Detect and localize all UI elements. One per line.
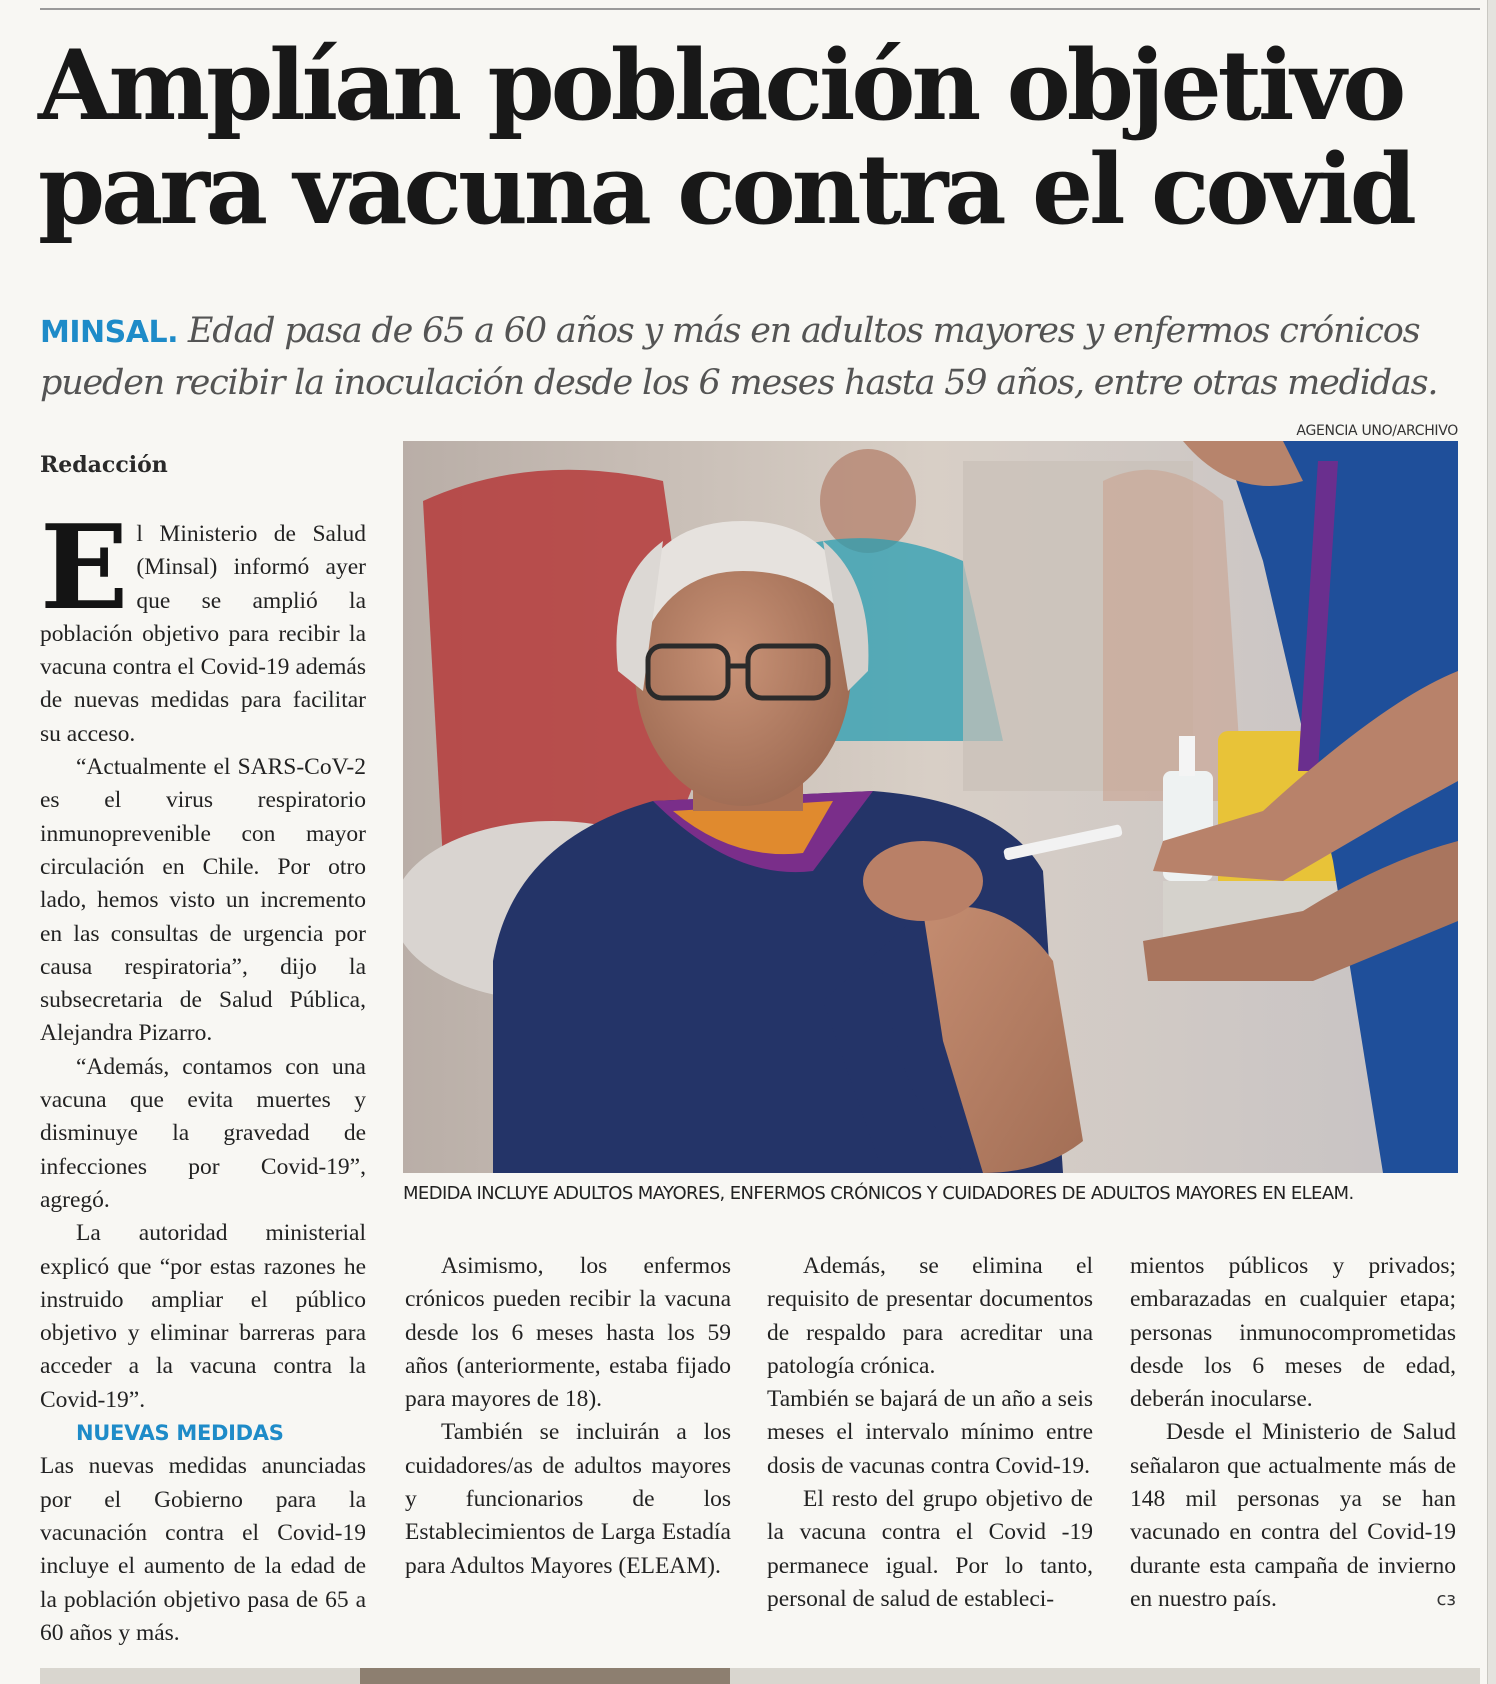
article-column-3: [767, 1250, 1093, 1616]
end-mark-icon: cз: [1436, 1588, 1456, 1610]
headline-line-2: para vacuna contra el covid: [38, 133, 1413, 246]
paragraph-8: Además, se elimina el requisito de presentar documentos de respaldo para acreditar una patología crónica.: [767, 1253, 1093, 1379]
headline: [38, 29, 1458, 246]
next-article-strip: [40, 1668, 1480, 1684]
paragraph-lead: [40, 500, 366, 751]
byline: Redacción: [40, 452, 168, 478]
paragraph-11: mientos públicos y privados; embarazadas en cualquier etapa; personas inmunocomprometidas desde los 6 meses de edad, deberán inocularse.: [1130, 1253, 1456, 1413]
subhead-nuevas-medidas: NUEVAS MEDIDAS: [76, 1421, 284, 1446]
paragraph-6: Asimismo, los enfermos crónicos pueden recibir la vacuna desde los 6 meses hasta los 59 años (anteriormente, estaba fijado para mayores de 18).: [405, 1253, 731, 1413]
paragraph-5: Las nuevas medidas anunciadas por el Gobierno para la vacunación contra el Covid-19 incluye el aumento de la edad de la población objetivo pasa de 65 a 60 años y más.: [40, 1453, 366, 1646]
paragraph-1-text: l Ministerio de Salud (Minsal) informó ayer que se amplió la población objetivo para recibir la vacuna contra el Covid-19 además de nuevas medidas para facilitar su acceso.: [40, 521, 366, 747]
next-article-thumbnail: [360, 1668, 730, 1684]
photo-vaccination: [403, 441, 1458, 1173]
drop-cap: E: [40, 500, 129, 636]
paragraph-12-text: Desde el Ministerio de Salud señalaron que actualmente más de 148 mil personas ya se han vacunado en contra del Covid-19 durante esta campaña de invierno en nuestro país.: [1130, 1419, 1456, 1612]
deck: [40, 306, 1460, 408]
photo-credit: AGENCIA UNO/ARCHIVO: [1296, 423, 1458, 439]
article-column-1: [40, 500, 366, 1650]
paragraph-12: [1130, 1416, 1456, 1616]
deck-tag: MINSAL.: [40, 315, 178, 350]
article-column-2: [405, 1250, 731, 1583]
paragraph-9: También se bajará de un año a seis meses el intervalo mínimo entre dosis de vacunas contra Covid-19.: [767, 1386, 1093, 1479]
paragraph-2: “Actualmente el SARS-CoV-2 es el virus respiratorio inmunoprevenible con mayor circulación en Chile. Por otro lado, hemos visto un incremento en las consultas de urgencia por causa respiratoria”, dijo la subsecretaria de Salud Pública, Alejandra Pizarro.: [40, 754, 366, 1047]
adjacent-page-edge: [1487, 0, 1496, 1684]
headline-line-1: Amplían población objetivo: [38, 29, 1403, 142]
deck-text: Edad pasa de 65 a 60 años y más en adultos mayores y enfermos crónicos pueden recibir la inoculación desde los 6 meses hasta 59 años, entre otras medidas.: [40, 311, 1438, 403]
photo-caption: MEDIDA INCLUYE ADULTOS MAYORES, ENFERMOS CRÓNICOS Y CUIDADORES DE ADULTOS MAYORES EN ELEAM.: [403, 1183, 1354, 1204]
article-column-4: [1130, 1250, 1456, 1616]
paragraph-3: “Además, contamos con una vacuna que evita muertes y disminuye la gravedad de infecciones por Covid-19”, agregó.: [40, 1053, 366, 1213]
paragraph-7: También se incluirán a los cuidadores/as de adultos mayores y funcionarios de los Establecimientos de Larga Estadía para Adultos Mayores (ELEAM).: [405, 1419, 731, 1579]
paragraph-4: La autoridad ministerial explicó que “por estas razones he instruido ampliar el público objetivo y eliminar barreras para acceder a la vacuna contra la Covid-19”.: [40, 1220, 366, 1413]
top-rule: [40, 8, 1480, 10]
paragraph-10: El resto del grupo objetivo de la vacuna contra el Covid -19 permanece igual. Por lo tanto, personal de salud de estableci-: [767, 1486, 1093, 1612]
